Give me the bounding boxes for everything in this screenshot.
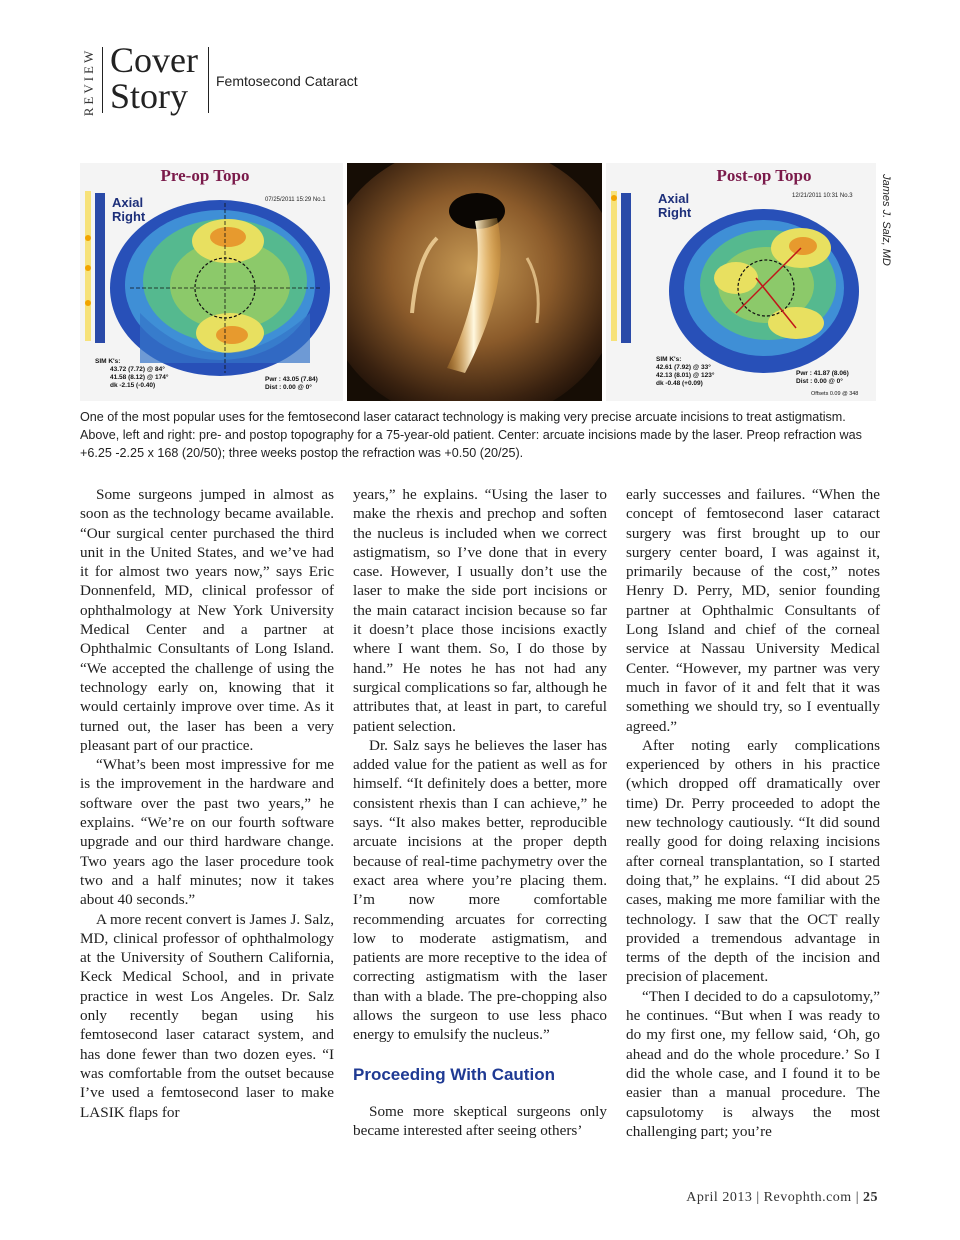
paragraph: Some surgeons jumped in almost as soon as the technology became available. “Our surgical center purchased the third unit in the United States, and we’ve had it for almost two years now,” says Eric Donnenfeld, MD, clinical professor of ophthalmology at New York University Medical Center and a partner at Ophthalmic Consultants of Long Island. “We accepted the challenge of using the technology early on, knowing that it would certainly improve over time. As it turned out, the laser has been a very pleasant part of our practice. (80, 486, 334, 754)
postop-right-label: Right (658, 205, 692, 220)
preop-axial-label: Axial (112, 195, 144, 210)
postop-simk-label: SIM K's: (656, 356, 682, 363)
preop-k2: 41.58 (8.12) @ 174° (110, 374, 169, 381)
title-divider (208, 47, 209, 113)
preop-power: Pwr : 43.05 (7.84) (265, 376, 318, 383)
preop-title: Pre-op Topo (160, 166, 250, 185)
website: Revophth.com (763, 1190, 852, 1205)
postop-date: 12/21/2011 10:31 No.3 (792, 193, 853, 199)
section-subhead: Proceeding With Caution (353, 1064, 555, 1084)
preop-simk-label: SIM K's: (95, 358, 121, 365)
preop-date: 07/25/2011 15:29 No.1 (265, 197, 326, 203)
review-label (79, 47, 99, 117)
cover-line-1: Cover (110, 40, 198, 80)
preop-scale-ticks (95, 193, 105, 343)
arcuate-incision-photo (347, 163, 602, 401)
page-footer: April 2013 | Revophth.com | 25 (686, 1190, 878, 1205)
postop-axial-label: Axial (658, 191, 690, 206)
section-name: Femtosecond Cataract (216, 73, 358, 89)
paragraph: “What’s been most impressive for me is the improvement in the hardware and software over the past two years,” he explains. “We’re on our fourth software upgrade and our third hardware change. Two years ago the laser procedure took two and a half minutes; now it takes about 40 seconds.” (80, 756, 334, 909)
page-number: 25 (863, 1190, 878, 1205)
cover-story-title (110, 42, 198, 114)
paragraph: Dr. Salz says he believes the laser has added value for the patient as well as for himself. “It definitely does a better, more consistent rhexis than I can achieve,” he says. “It also makes better, reproducible arcuate incisions at the proper depth because of real-time pachymetry over the exact area where you’re placing them. I’m now more comfortable recommending arcuates for correcting low to moderate astigmatism, and patients are more receptive to the idea of correcting astigmatism with the laser than with a blade. The pre-chopping also allows the surgeon to use less phaco energy to emulsify the nucleus.” (353, 736, 607, 1044)
postop-dk: dk -0.48 (+0.09) (656, 380, 703, 387)
postop-offsets: Offsets 0.09 @ 348 (811, 391, 859, 397)
photo-credit-text: James J. Salz, MD (880, 174, 892, 266)
figure-caption: One of the most popular uses for the femtosecond laser cataract technology is making very precise arcuate incisions to treat astigmatism. Above, left and right: pre- and postop topography for a 75-year-old patient. Center: arcuate incisions made by the laser. Preop refraction was +6.25 -2.25 x 168 (20/50); three weeks postop the refraction was +0.50 (20/25). (80, 410, 862, 460)
preop-topo-map (110, 200, 330, 376)
paragraph: years,” he explains. “Using the laser to make the rhexis and prechop and soften the nucleus is included when we correct astigmatism, so I’ve done that in every case. However, I usually don’t use the laser to make the side port incisions or the main cataract incision because so far it doesn’t place those incisions exactly where I want them. So, I do those by hand.” He notes he has not had any surgical complications so far, although he attributes that, at least in part, to careful patient selection. (353, 486, 607, 735)
article-column-1 (80, 485, 334, 1122)
postop-topo-map (669, 209, 859, 373)
postop-title: Post-op Topo (716, 166, 812, 185)
paragraph: A more recent convert is James J. Salz, MD, clinical professor of ophthalmology at the University of Southern California, Keck Medical School, and in private practice in west Los Angeles. Dr. Salz only recently began using his femtosecond laser cataract system, and has done fewer than two dozen eyes. “I was comfortable from the outset because I’ve used a femtosecond laser to make LASIK flaps for (80, 910, 334, 1121)
article-column-3 (626, 485, 880, 1141)
header-divider (102, 47, 103, 113)
paragraph: After noting early complications experienced by others in his practice (which dropped off dramatically over time) Dr. Perry proceeded to adopt the new technology cautiously. “It did sound really good for doing relaxing incisions after corneal transplantation, so I started doing that,” he explains. “I did about 25 cases, making me more familiar with the technology. I saw that the OCT really provided a tremendous advantage in terms of the depth of the incision and precision of placement. (626, 736, 880, 986)
postop-topography-figure (606, 163, 876, 401)
paragraph: “Then I decided to do a capsulotomy,” he continues. “But when I was ready to do my first one, my fellow said, ‘Oh, go ahead and do the whole procedure.’ So I did the whole case, and I found it to be easier than a manual procedure. The capsulotomy is always the most challenging part; you’re (626, 987, 880, 1140)
postop-k1: 42.61 (7.92) @ 33° (656, 364, 711, 371)
preop-right-label: Right (112, 209, 146, 224)
article-column-2 (353, 485, 607, 1141)
postop-scale-bar (611, 191, 617, 341)
preop-dk: dk -2.15 (-0.40) (110, 382, 156, 389)
postop-k2: 42.13 (8.01) @ 123° (656, 372, 715, 379)
photo-credit (866, 165, 906, 275)
preop-k1: 43.72 (7.72) @ 84° (110, 366, 165, 373)
postop-distance: Dist : 0.00 @ 0° (796, 378, 843, 385)
preop-topography-figure (80, 163, 343, 401)
paragraph: early successes and failures. “When the concept of femtosecond laser cataract surgery was first brought up to our surgery center board, I was against it, primarily because of the cost,” notes Henry D. Perry, MD, senior founding partner at Ophthalmic Consultants of Long Island and chief of the corneal service at Nassau University Medical Center. “However, my partner was very much in favor of it and felt that it was something we should try, so I eventually agreed.” (626, 486, 880, 735)
preop-distance: Dist : 0.00 @ 0° (265, 384, 312, 391)
paragraph: Some more skeptical surgeons only became interested after seeing others’ (353, 1102, 607, 1140)
cover-line-2: Story (110, 76, 189, 116)
postop-power: Pwr : 41.87 (8.06) (796, 370, 849, 377)
issue-date: April 2013 (686, 1190, 753, 1205)
review-text: REVIEW (81, 47, 96, 117)
